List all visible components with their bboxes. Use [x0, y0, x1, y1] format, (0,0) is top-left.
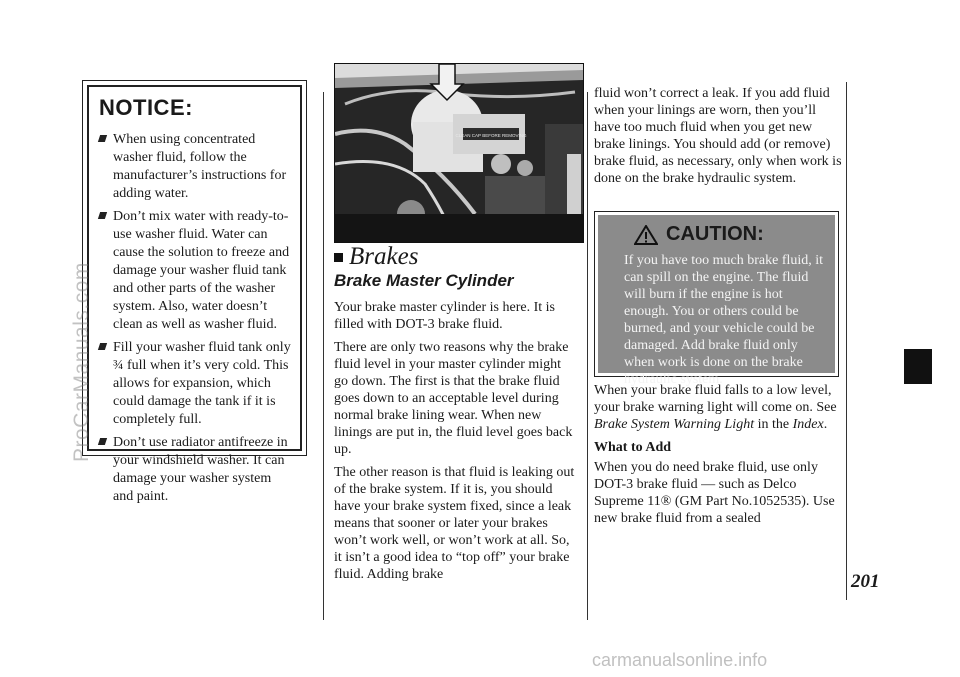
paragraph: Your brake master cylinder is here. It is filled with DOT-3 brake fluid. [334, 300, 555, 332]
warning-triangle-icon [634, 225, 658, 245]
paragraph: fluid won’t correct a leak. If you add fluid when your linings are worn, then you’ll have too much fluid when you get new brake linings. You should add (or remove) brake fluid, as necessary, only when work is done on the brake hydraulic system. [594, 86, 842, 186]
notice-title: NOTICE: [99, 95, 193, 120]
engine-photo [334, 63, 584, 243]
notice-item [99, 339, 292, 429]
notice-box-inner [87, 85, 302, 504]
notice-box [82, 80, 307, 504]
text-run: . [823, 417, 828, 432]
section-title [334, 243, 418, 271]
cross-reference: Brake System Warning Light [594, 417, 755, 432]
caution-box-inner [598, 215, 835, 387]
bullet-icon [98, 212, 107, 219]
caution-title: CAUTION: [666, 223, 764, 245]
column-divider [587, 92, 588, 620]
text-run: in the [754, 417, 793, 432]
bullet-icon [98, 135, 107, 142]
notice-item [99, 208, 292, 334]
notice-item-text: When using concentrated washer fluid, follow the manufacturer’s instructions for adding water. [113, 132, 287, 201]
reservoir-cap-label: CLEAN CAP BEFORE REMOVING [455, 133, 527, 138]
notice-item [99, 131, 292, 203]
section-square-icon [334, 253, 343, 262]
paragraph: The other reason is that fluid is leaking out of the brake system. If it is, you should have your brake system fixed, since a leak means that sooner or later your brakes won’t work well, or won’t work at all. So, it isn’t a good idea to “top off” your brake fluid. Adding brake [334, 465, 575, 582]
right-column-top [594, 85, 844, 193]
index-reference: Index [792, 417, 824, 432]
caution-text: If you have too much brake fluid, it can spill on the engine. The fluid will burn if the engine is hot enough. You or others could be burned, and your vehicle could be damaged. Add brake fluid only when work is done on the brake hydraulic system. [624, 253, 824, 387]
bullet-icon [98, 343, 107, 350]
warning-light-paragraph [594, 382, 844, 433]
notice-list [99, 131, 292, 506]
column-divider [323, 92, 324, 620]
column-divider [846, 82, 847, 600]
watermark-bottom: carmanualsonline.info [592, 650, 768, 670]
bullet-icon [98, 438, 107, 445]
section-title-text: Brakes [349, 243, 419, 270]
notice-item-text: Fill your washer fluid tank only ¾ full when it’s very cold. This allows for expansion, which could damage the tank if it is completely full. [113, 340, 291, 427]
subsection-title: Brake Master Cylinder [334, 271, 514, 290]
caution-heading [634, 223, 825, 246]
watermark-side: ProCarManuals.com [70, 262, 93, 462]
caution-box [594, 211, 839, 387]
text-run: When your brake fluid falls to a low level, your brake warning light will come on. See [594, 383, 837, 415]
notice-item-text: Don’t mix water with ready-to-use washer fluid. Water can cause the solution to freeze and damage your washer fluid tank and other parts of the washer system. Also, water doesn’t clean as well as washer fluid. [113, 209, 290, 332]
paragraph: There are only two reasons why the brake fluid level in your master cylinder might go down. The first is that the brake fluid goes down to an acceptable level during normal brake lining wear. When new linings are put in, the fluid level goes back up. [334, 340, 573, 457]
notice-item-text: Don’t use radiator antifreeze in your windshield washer. It can damage your washer system and paint. [113, 435, 288, 504]
what-to-add-heading: What to Add [594, 440, 672, 455]
paragraph: When you do need brake fluid, use only DOT-3 brake fluid — such as Delco Supreme 11® (GM Part No.1052535). Use new brake fluid from a sealed [594, 460, 835, 526]
middle-column [334, 299, 578, 589]
right-column-bottom [594, 382, 844, 533]
page-number: 201 [851, 571, 880, 592]
notice-item [99, 434, 292, 506]
engine-photo-illustration [335, 64, 583, 242]
section-tab-marker [904, 349, 932, 384]
